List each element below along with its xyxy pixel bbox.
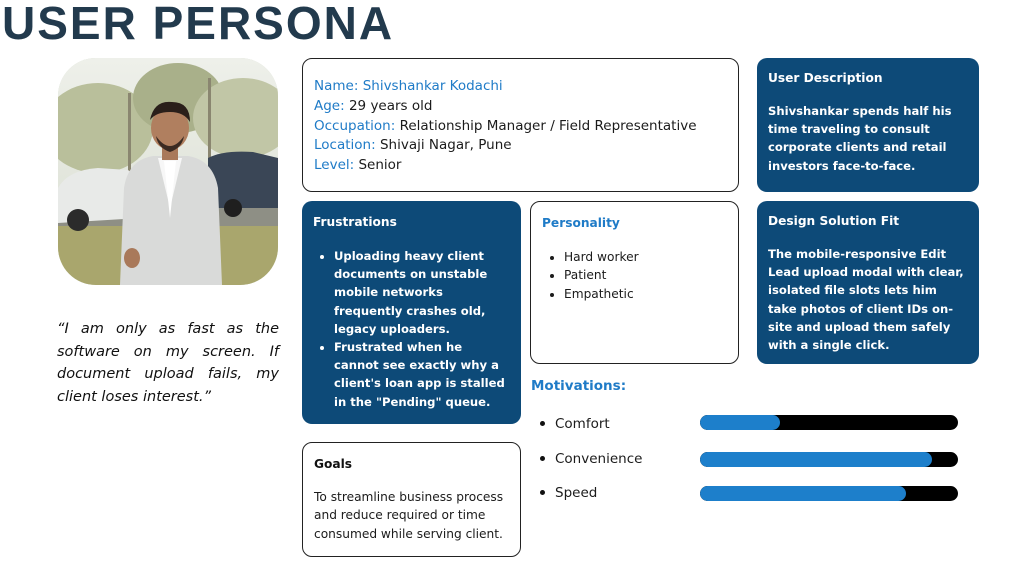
name-label: Name:: [314, 78, 359, 94]
location-label: Location:: [314, 137, 376, 154]
bullet-icon: [540, 490, 545, 495]
age-label: Age:: [314, 97, 345, 114]
profile-card: [302, 58, 739, 192]
occupation-label: Occupation:: [314, 117, 396, 134]
list-item: • Patient: [564, 266, 727, 284]
list-item: • Empathetic: [564, 285, 727, 303]
motivations-heading: Motivations:: [531, 378, 627, 394]
motivation-bar-fill: [700, 415, 780, 430]
frustrations-heading: Frustrations: [313, 215, 397, 229]
profile-name-row: [314, 77, 738, 97]
design-solution-fit-heading: Design Solution Fit: [768, 214, 900, 228]
motivation-item-comfort: [540, 416, 610, 432]
user-description-card: [757, 58, 979, 192]
list-item: • Hard worker: [564, 248, 727, 266]
persona-photo: [58, 58, 278, 285]
design-solution-fit-card: [757, 201, 979, 364]
goals-card: [302, 442, 521, 557]
page-title: USER PERSONA: [2, 0, 395, 49]
user-description-heading: User Description: [768, 71, 883, 85]
motivation-label: Convenience: [555, 451, 643, 467]
design-solution-fit-text: The mobile-responsive Edit Lead upload modal with clear, isolated file slots lets him take photos of client IDs on-site and upload them safely with a single click.: [768, 247, 964, 353]
motivation-bar-comfort: [700, 415, 958, 430]
motivation-bar-fill: [700, 452, 932, 467]
motivation-item-speed: [540, 485, 597, 501]
personality-heading: Personality: [542, 216, 620, 230]
goals-text: To streamline business process and reduce required or time consumed while serving client.: [314, 490, 504, 541]
persona-quote: “I am only as fast as the software on my screen. If document upload fails, my client loses interest.”: [57, 321, 279, 405]
personality-card: [530, 201, 739, 364]
occupation-value: Relationship Manager / Field Representative: [399, 117, 697, 134]
goals-heading: Goals: [314, 457, 353, 471]
list-item: • Uploading heavy client documents on unstable mobile networks frequently crashes old, legacy uploaders.: [334, 247, 510, 338]
profile-age-row: [314, 97, 738, 117]
frustrations-card: [302, 201, 521, 424]
location-value: Shivaji Nagar, Pune: [379, 137, 512, 154]
motivation-item-convenience: [540, 451, 642, 467]
user-description-text: Shivshankar spends half his time traveling to consult corporate clients and retail investors face-to-face.: [768, 104, 952, 173]
name-value: Shivshankar Kodachi: [362, 78, 503, 94]
profile-level-row: [314, 156, 738, 176]
motivation-bar-convenience: [700, 452, 958, 467]
list-item: • Frustrated when he cannot see exactly why a client's loan app is stalled in the "Pending" queue.: [334, 338, 510, 411]
age-value: 29 years old: [348, 97, 433, 114]
personality-list: [542, 248, 727, 303]
bullet-icon: [540, 421, 545, 426]
motivation-label: Comfort: [555, 416, 610, 432]
level-label: Level:: [314, 157, 355, 174]
profile-occupation-row: [314, 117, 738, 137]
profile-location-row: [314, 136, 738, 156]
bullet-icon: [540, 456, 545, 461]
motivation-label: Speed: [555, 485, 598, 501]
motivation-bar-speed: [700, 486, 958, 501]
motivation-bar-fill: [700, 486, 906, 501]
frustrations-list: [313, 247, 510, 411]
persona-photo-illustration: [58, 58, 278, 285]
level-value: Senior: [358, 157, 402, 174]
